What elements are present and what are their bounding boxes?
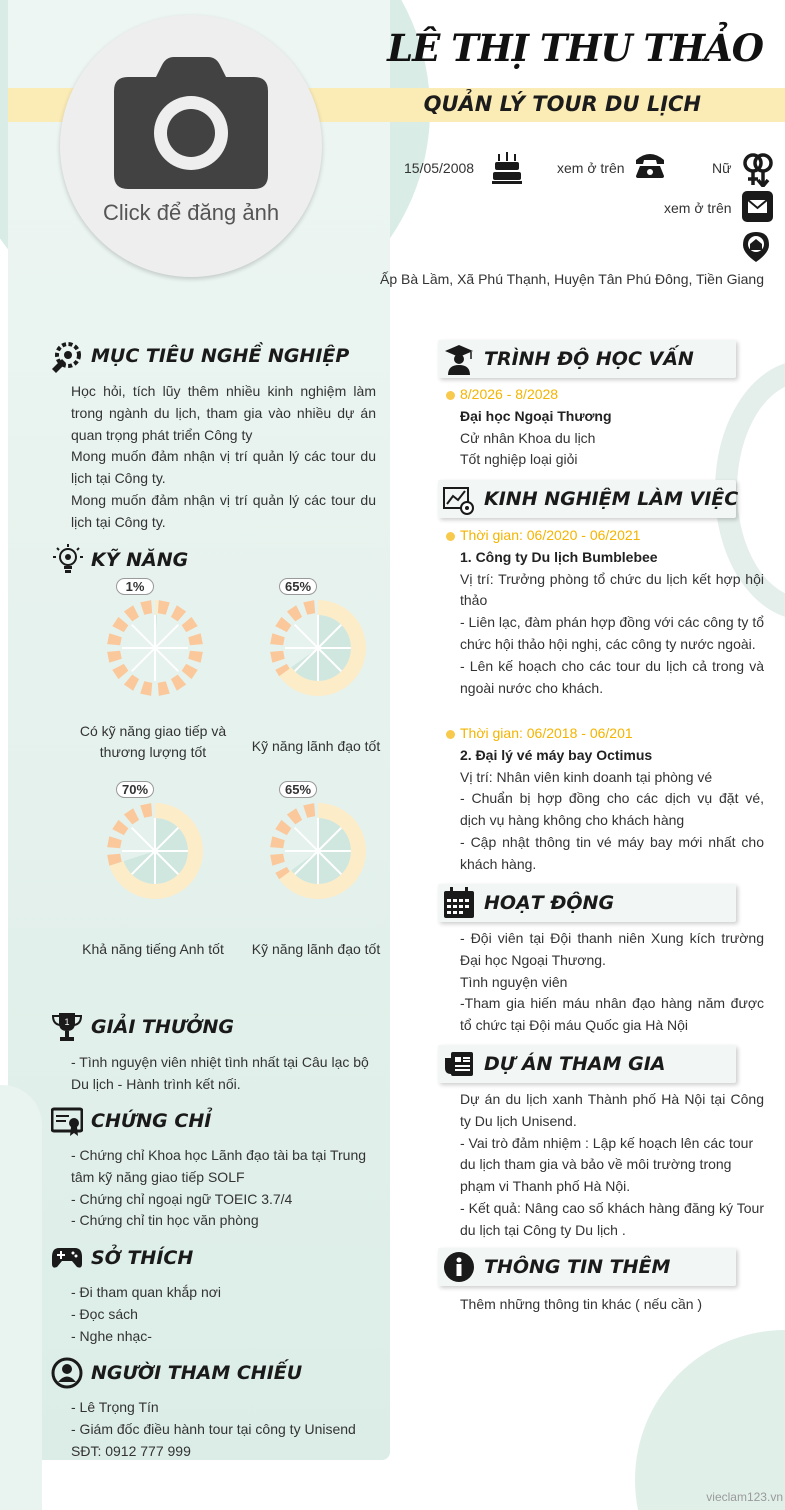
skill-ring-segment xyxy=(112,664,128,679)
skill-ring-segment xyxy=(188,633,203,645)
reference-line: - Giám đốc điều hành tour tại công ty Unisend xyxy=(71,1420,356,1437)
more-info-line: Thêm những thông tin khác ( nếu cần ) xyxy=(460,1296,703,1312)
education-time: 8/2026 - 8/2028 xyxy=(460,386,559,402)
timeline-dot xyxy=(446,532,455,541)
career-goal-line: Mong muốn đảm nhận vị trí quản lý các tour du lịch tại Công ty. xyxy=(71,448,376,487)
avatar-upload-text: Click để đăng ảnh xyxy=(102,200,280,225)
address-text: Ấp Bà Lầm, Xã Phú Thạnh, Huyện Tân Phú Đông, Tiền Giang xyxy=(380,271,764,287)
job-line: - Lên kế hoạch cho các tour du lịch cả trong và ngoài nước cho khách. xyxy=(460,657,764,696)
career-goal-title: MỤC TIÊU NGHỀ NGHIỆP xyxy=(91,345,350,367)
candidate-name: LÊ THỊ THU THẢO xyxy=(387,26,763,70)
certificate-line: - Chứng chỉ Khoa học Lãnh đạo tài ba tại Trung tâm kỹ năng giao tiếp SOLF xyxy=(71,1147,367,1185)
skill-ring-segment xyxy=(188,651,203,663)
skill-ring-segment xyxy=(182,664,198,679)
skill-ring-segment xyxy=(124,808,139,824)
skills-icon xyxy=(52,544,84,576)
skill-percent: 1% xyxy=(116,578,154,595)
career-goal-text xyxy=(71,381,376,534)
skill-ring-segment xyxy=(287,605,302,621)
skill-ring-segment xyxy=(107,633,122,645)
skill-spoke xyxy=(155,648,178,671)
project-line: Dự án du lịch xanh Thành phố Hà Nội tại Công ty Du lịch Unisend. xyxy=(460,1091,764,1129)
skill-ring-segment xyxy=(140,803,152,818)
skill-ring xyxy=(263,596,373,700)
gender-text: Nữ xyxy=(712,160,732,176)
cake-icon xyxy=(492,152,522,184)
career-goal-icon xyxy=(50,341,82,373)
phone-text: xem ở trên xyxy=(557,160,625,176)
activity-line: - Đội viên tại Đội thanh niên Xung kích trường Đại học Ngoại Thương. xyxy=(460,930,764,968)
certificates-text xyxy=(71,1145,376,1232)
skill-ring-segment xyxy=(158,681,170,696)
skill-spoke xyxy=(295,625,318,648)
gender-icon xyxy=(742,151,774,187)
skill-spoke xyxy=(132,648,155,671)
skill-ring-segment xyxy=(171,605,186,621)
projects-text xyxy=(460,1089,764,1242)
skill-label: Khả năng tiếng Anh tốt xyxy=(82,941,224,957)
skill-ring-segment xyxy=(303,803,315,818)
job-line: Vị trí: Trưởng phòng tổ chức du lịch kết hợp hội thảo xyxy=(460,570,764,609)
certificate-line: - Chứng chỉ ngoại ngữ TOEIC 3.7/4 xyxy=(71,1190,293,1207)
hobby-line: - Đi tham quan khắp nơi xyxy=(71,1284,222,1300)
skill-ring-segment xyxy=(182,617,198,632)
skill-ring xyxy=(100,799,210,903)
skills-title: KỸ NĂNG xyxy=(91,549,189,571)
skill-ring-segment xyxy=(107,651,122,663)
skill-ring-segment xyxy=(171,675,186,691)
education-title: TRÌNH ĐỘ HỌC VẤN xyxy=(484,348,694,370)
certificate-line: - Chứng chỉ tin học văn phòng xyxy=(71,1212,259,1229)
job-title: QUẢN LÝ TOUR DU LỊCH xyxy=(423,92,701,116)
job-company: 2. Đại lý vé máy bay Octimus xyxy=(460,746,653,763)
skill-ring-segment xyxy=(112,820,128,835)
skill-ring-segment xyxy=(140,681,152,696)
skill-ring-segment xyxy=(287,808,302,824)
awards-text xyxy=(71,1052,376,1096)
phone-icon xyxy=(634,152,666,178)
skill-spoke xyxy=(132,828,155,851)
experience-title: KINH NGHIỆM LÀM VIỆC xyxy=(484,488,739,510)
skill-ring-segment xyxy=(107,836,122,848)
skill-percent: 65% xyxy=(279,578,317,595)
corner-blob-decoration xyxy=(635,1330,785,1510)
skill-ring-segment xyxy=(158,600,170,615)
skill-ring-segment xyxy=(112,617,128,632)
project-icon xyxy=(443,1048,475,1080)
references-title: NGƯỜI THAM CHIẾU xyxy=(91,1362,303,1384)
hobbies-text xyxy=(71,1282,376,1347)
certificates-title: CHỨNG CHỈ xyxy=(91,1110,212,1132)
skill-ring xyxy=(263,799,373,903)
timeline-dot xyxy=(446,730,455,739)
camera-icon xyxy=(114,57,268,189)
skill-ring xyxy=(100,596,210,700)
awards-title: GIẢI THƯỞNG xyxy=(91,1016,234,1038)
gamepad-icon xyxy=(51,1241,83,1273)
trophy-icon xyxy=(51,1011,83,1043)
skill-progress-arc xyxy=(155,600,158,615)
education-block xyxy=(460,384,764,471)
job-line: Vị trí: Nhân viên kinh doanh tại phòng vé xyxy=(460,768,713,785)
skill-ring-segment xyxy=(124,675,139,691)
avatar-upload[interactable] xyxy=(60,15,322,277)
job-line: - Liên lạc, đàm phán hợp đồng với các công ty tổ chức hội thảo hội nghị, các công ty nước ngoài. xyxy=(460,614,764,652)
skill-ring-segment xyxy=(275,820,291,835)
activity-line: Tình nguyện viên xyxy=(460,973,568,990)
activities-title: HOẠT ĐỘNG xyxy=(484,892,615,914)
education-school: Đại học Ngoại Thương xyxy=(460,407,612,424)
education-line: Tốt nghiệp loại giỏi xyxy=(460,451,578,468)
reference-person-icon xyxy=(51,1357,83,1389)
activities-text xyxy=(460,928,764,1037)
hobby-line: - Đọc sách xyxy=(71,1305,138,1322)
left-strip-decoration xyxy=(0,1085,42,1510)
skill-label: Kỹ năng lãnh đạo tốt xyxy=(251,738,381,754)
project-line: - Kết quả: Nâng cao số khách hàng đăng ký Tour du lịch tại Công ty Du lịch . xyxy=(460,1199,764,1238)
skill-spoke xyxy=(132,625,155,648)
skill-ring-segment xyxy=(270,854,285,866)
award-line: - Tình nguyện viên nhiệt tình nhất tại Câu lạc bộ Du lịch - Hành trình kết nối. xyxy=(71,1054,369,1092)
work-chart-icon xyxy=(443,484,475,516)
skill-percent: 70% xyxy=(116,781,154,798)
career-goal-line: Mong muốn đảm nhận vị trí quản lý các tour du lịch tại Công ty. xyxy=(71,491,376,530)
job-time: Thời gian: 06/2018 - 06/201 xyxy=(460,725,633,741)
job-line: - Chuẩn bị hợp đồng cho các dịch vụ đặt vé, dịch vụ hàng không cho khách hàng xyxy=(460,790,764,829)
skill-ring-segment xyxy=(124,605,139,621)
projects-title: DỰ ÁN THAM GIA xyxy=(484,1053,666,1075)
skill-label: Kỹ năng lãnh đạo tốt xyxy=(251,941,381,957)
skill-ring-segment xyxy=(270,651,285,663)
project-line: - Vai trò đảm nhiệm : Lập kế hoạch lên các tour du lịch tham gia và bảo về môi trường trong phạm vi Thanh phố Hà Nội. xyxy=(460,1134,754,1195)
svg-text:1: 1 xyxy=(64,1017,70,1027)
location-icon xyxy=(742,231,770,263)
certificate-icon xyxy=(51,1105,83,1137)
skill-ring-segment xyxy=(140,600,152,615)
skill-label: Có kỹ năng giao tiếp và thương lượng tốt xyxy=(79,723,227,760)
calendar-icon xyxy=(443,887,475,919)
job-line: - Cập nhật thông tin vé máy bay mới nhất cho khách hàng. xyxy=(460,833,764,872)
timeline-dot xyxy=(446,391,455,400)
hobbies-title: SỞ THÍCH xyxy=(91,1247,194,1269)
skill-percent: 65% xyxy=(279,781,317,798)
activity-line: -Tham gia hiến máu nhân đạo hàng năm được tổ chức tại Đội máu Quốc gia Hà Nội xyxy=(460,995,764,1034)
job-block xyxy=(460,525,764,699)
job-block xyxy=(460,723,764,876)
more-info-title: THÔNG TIN THÊM xyxy=(484,1256,671,1278)
skill-ring-segment xyxy=(303,600,315,615)
more-info-text xyxy=(460,1294,764,1316)
job-company: 1. Công ty Du lịch Bumblebee xyxy=(460,548,658,565)
skill-ring-segment xyxy=(270,836,285,848)
skill-ring-segment xyxy=(270,633,285,645)
skill-spoke xyxy=(295,828,318,851)
skill-ring-segment xyxy=(275,617,291,632)
job-time: Thời gian: 06/2020 - 06/2021 xyxy=(460,527,641,543)
references-text xyxy=(71,1397,376,1441)
reference-line: - Lê Trọng Tín xyxy=(71,1399,159,1415)
graduate-icon xyxy=(443,343,475,375)
hobby-line: - Nghe nhạc- xyxy=(71,1327,152,1344)
career-goal-line: Học hỏi, tích lũy thêm nhiều kinh nghiệm làm trong ngành du lịch, tham gia vào nhiều dự án quan trọng phát triển Công ty xyxy=(71,383,376,443)
skill-spoke xyxy=(155,625,178,648)
email-icon xyxy=(742,191,773,222)
watermark: vieclam123.vn xyxy=(706,1490,783,1504)
reference-phone: SĐT: 0912 777 999 xyxy=(71,1443,191,1459)
education-line: Cử nhân Khoa du lịch xyxy=(460,429,596,446)
info-icon xyxy=(443,1251,475,1283)
email-text: xem ở trên xyxy=(664,200,732,216)
birthday-text: 15/05/2008 xyxy=(404,160,475,176)
